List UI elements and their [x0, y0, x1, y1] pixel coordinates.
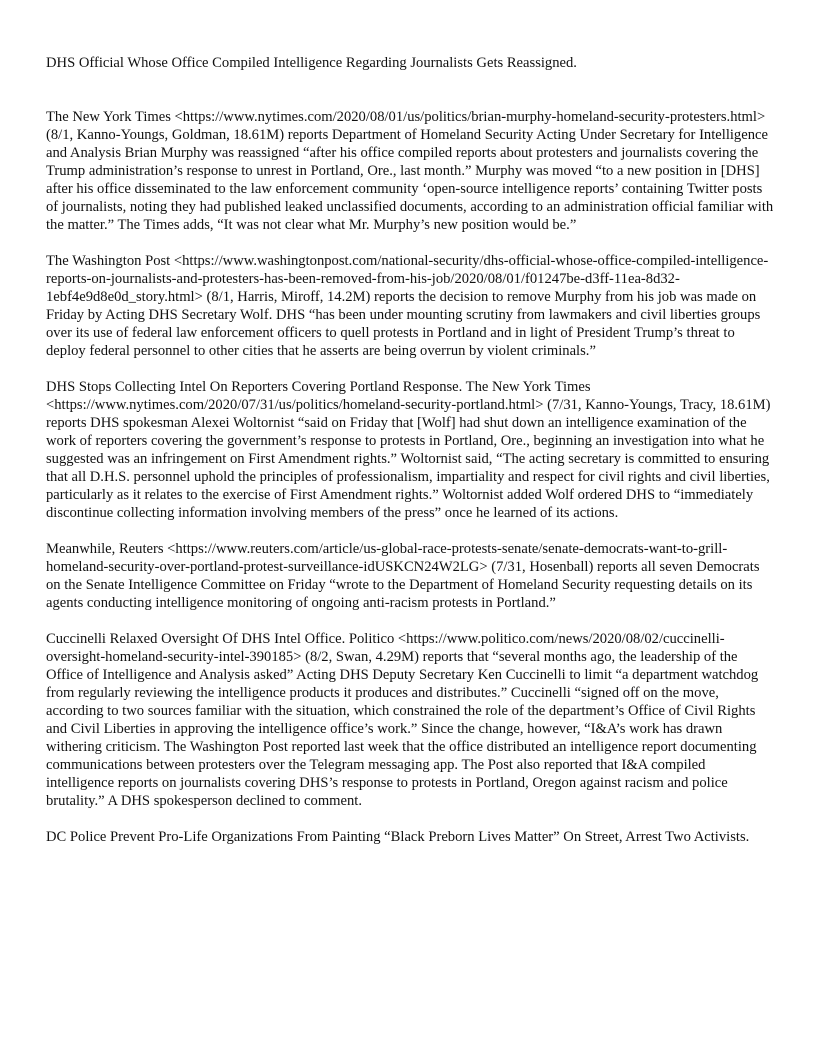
document-page [46, 54, 776, 846]
paragraph-nytimes-murphy: The New York Times <https://www.nytimes.com/2020/08/01/us/politics/brian-murphy-homeland-security-protesters.html> (8/1, Kanno-Youngs, Goldman, 18.61M) reports Department of Homeland Security Acting Under Secretary for Intelligence and Analysis Brian Murphy was reassigned “after his office compiled reports about protesters and journalists covering the Trump administration’s response to unrest in Portland, Ore., last month.” Murphy was moved “to a new position in [DHS] after his office disseminated to the law enforcement community ‘open-source intelligence reports’ containing Twitter posts of journalists, noting they had published leaked unclassified documents, according to an administration official familiar with the matter.” The Times adds, “It was not clear what Mr. Murphy’s new position would be.” [46, 109, 774, 233]
headline-dc-police-pro-life: DC Police Prevent Pro-Life Organizations From Painting “Black Preborn Lives Matter” On Street, Arrest Two Activists. [46, 829, 750, 845]
paragraph-washington-post: The Washington Post <https://www.washingtonpost.com/national-security/dhs-official-whose-office-compiled-intelligence-reports-on-journalists-and-protesters-has-been-removed-from-his-job/2020/08/01/f01247be-d3ff-11ea-8d32-1ebf4e9d8e0d_story.html> (8/1, Harris, Miroff, 14.2M) reports the decision to remove Murphy from his job was made on Friday by Acting DHS Secretary Wolf. DHS “has been under mounting scrutiny from lawmakers and civil liberties groups over its use of federal law enforcement officers to quell protests in Portland and in light of President Trump’s threat to deploy federal personnel to other cities that he asserts are being overrun by violent criminals.” [46, 253, 769, 359]
paragraph-reuters-senate: Meanwhile, Reuters <https://www.reuters.com/article/us-global-race-protests-senate/senate-democrats-want-to-grill-homeland-security-over-portland-protest-surveillance-idUSKCN24W2LG> (7/31, Hosenball) reports all seven Democrats on the Senate Intelligence Committee on Friday “wrote to the Department of Homeland Security requesting details on its agents conducting intelligence monitoring of ongoing anti-racism protests in Portland.” [46, 541, 760, 611]
headline-dhs-official-reassigned: DHS Official Whose Office Compiled Intelligence Regarding Journalists Gets Reassigned. [46, 55, 577, 71]
paragraph-dhs-stops-intel: DHS Stops Collecting Intel On Reporters Covering Portland Response. The New York Times <https://www.nytimes.com/2020/07/31/us/politics/homeland-security-portland.html> (7/31, Kanno-Youngs, Tracy, 18.61M) reports DHS spokesman Alexei Woltornist “said on Friday that [Wolf] had shut down an intelligence examination of the work of reporters covering the government’s response to protests in Portland, Ore., beginning an investigation into what he suggested was an infringement on First Amendment rights.” Woltornist said, “The acting secretary is committed to ensuring that all D.H.S. personnel uphold the principles of professionalism, impartiality and respect for civil rights and civil liberties, particularly as it relates to the exercise of First Amendment rights.” Woltornist added Wolf ordered DHS to “immediately discontinue collecting information involving members of the press” once he learned of its actions. [46, 379, 771, 521]
paragraph-cuccinelli-oversight: Cuccinelli Relaxed Oversight Of DHS Intel Office. Politico <https://www.politico.com/news/2020/08/02/cuccinelli-oversight-homeland-security-intel-390185> (8/2, Swan, 4.29M) reports that “several months ago, the leadership of the Office of Intelligence and Analysis asked” Acting DHS Deputy Secretary Ken Cuccinelli to limit “a department watchdog from regularly reviewing the intelligence products it produces and distributes.” Cuccinelli “signed off on the move, according to two sources familiar with the situation, which constrained the role of the department’s Office of Civil Rights and Civil Liberties in approving the intelligence office’s work.” Since the change, however, “I&A’s work has drawn withering criticism. The Washington Post reported last week that the office distributed an intelligence report documenting communications between protesters over the Telegram messaging app. The Post also reported that I&A compiled intelligence reports on journalists covering DHS’s response to protests in Portland, Oregon against racism and police brutality.” A DHS spokesperson declined to comment. [46, 631, 759, 809]
